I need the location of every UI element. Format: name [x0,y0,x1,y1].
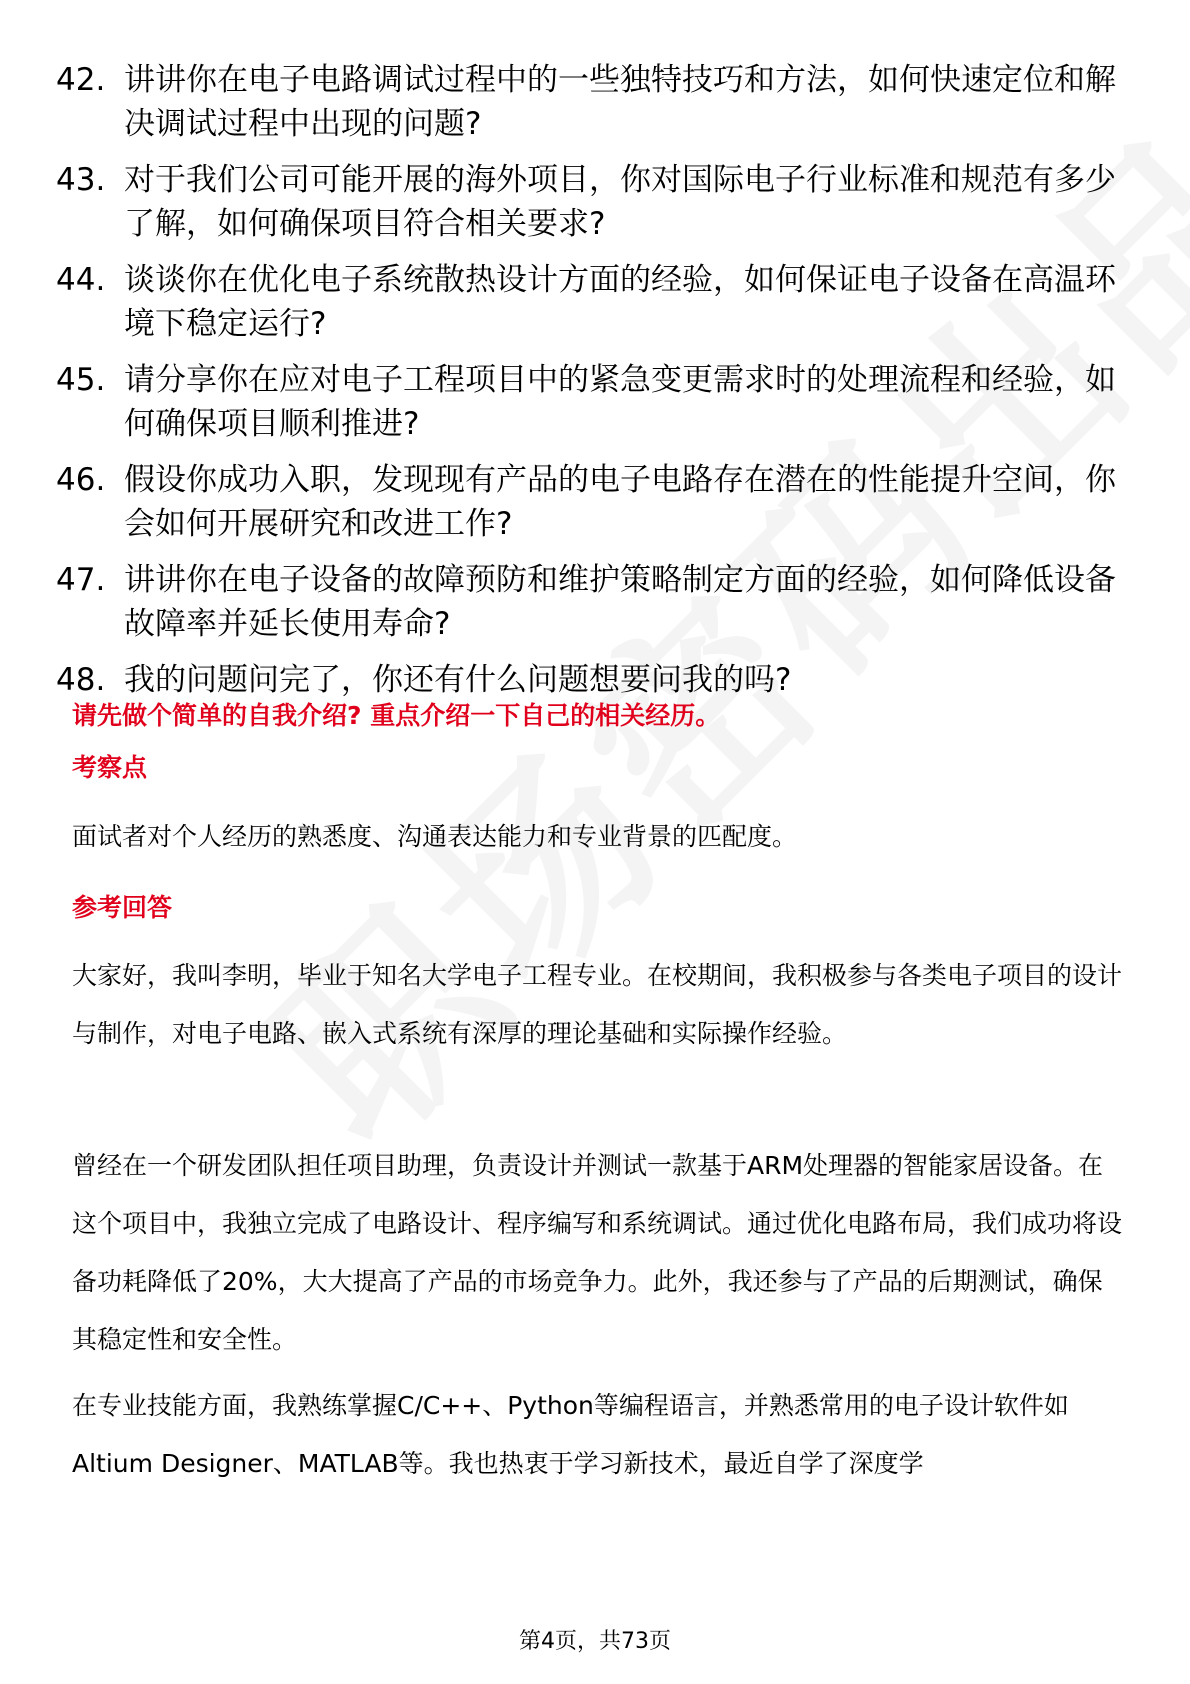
question-number: 46. [56,462,106,498]
answer-question-heading: 请先做个简单的自我介绍? 重点介绍一下自己的相关经历。 [72,701,721,730]
page-number: 第4页，共73页 [519,1629,671,1654]
question-item [56,358,1136,446]
question-text: 假设你成功入职，发现现有产品的电子电路存在潜在的性能提升空间，你会如何开展研究和改进工作? [124,462,1116,542]
question-number: 43. [56,162,106,198]
question-item [56,658,1136,702]
question-item [56,458,1136,546]
answer-paragraph: 在专业技能方面，我熟练掌握C/C++、Python等编程语言，并熟悉常用的电子设计软件如Altium Designer、MATLAB等。我也热衷于学习新技术，最近自学了深度学 [72,1391,1069,1478]
answer-paragraph: 大家好，我叫李明，毕业于知名大学电子工程专业。在校期间，我积极参与各类电子项目的设计与制作，对电子电路、嵌入式系统有深厚的理论基础和实际操作经验。 [72,961,1123,1048]
question-text: 讲讲你在电子电路调试过程中的一些独特技巧和方法，如何快速定位和解决调试过程中出现的问题? [124,62,1116,142]
question-number: 42. [56,62,106,98]
focus-text: 面试者对个人经历的熟悉度、沟通表达能力和专业背景的匹配度。 [72,822,798,851]
question-item [56,558,1136,646]
question-text: 谈谈你在优化电子系统散热设计方面的经验，如何保证电子设备在高温环境下稳定运行? [124,262,1116,342]
question-text: 讲讲你在电子设备的故障预防和维护策略制定方面的经验，如何降低设备故障率并延长使用寿命? [124,562,1116,642]
reference-label: 参考回答 [72,893,173,922]
question-text: 对于我们公司可能开展的海外项目，你对国际电子行业标准和规范有多少了解，如何确保项目符合相关要求? [124,162,1116,242]
question-number: 47. [56,562,106,598]
question-item [56,258,1136,346]
question-number: 45. [56,362,106,398]
question-text: 我的问题问完了，你还有什么问题想要问我的吗? [124,662,792,698]
focus-label: 考察点 [72,753,148,782]
question-item [56,58,1136,146]
answer-paragraph: 曾经在一个研发团队担任项目助理，负责设计并测试一款基于ARM处理器的智能家居设备。在这个项目中，我独立完成了电路设计、程序编写和系统调试。通过优化电路布局，我们成功将设备功耗降低了20%，大大提高了产品的市场竞争力。此外，我还参与了产品的后期测试，确保其稳定性和安全性。 [72,1151,1123,1354]
question-number: 48. [56,662,106,698]
question-number: 44. [56,262,106,298]
question-text: 请分享你在应对电子工程项目中的紧急变更需求时的处理流程和经验，如何确保项目顺利推进? [124,362,1116,442]
question-item [56,158,1136,246]
question-list [56,58,1136,714]
